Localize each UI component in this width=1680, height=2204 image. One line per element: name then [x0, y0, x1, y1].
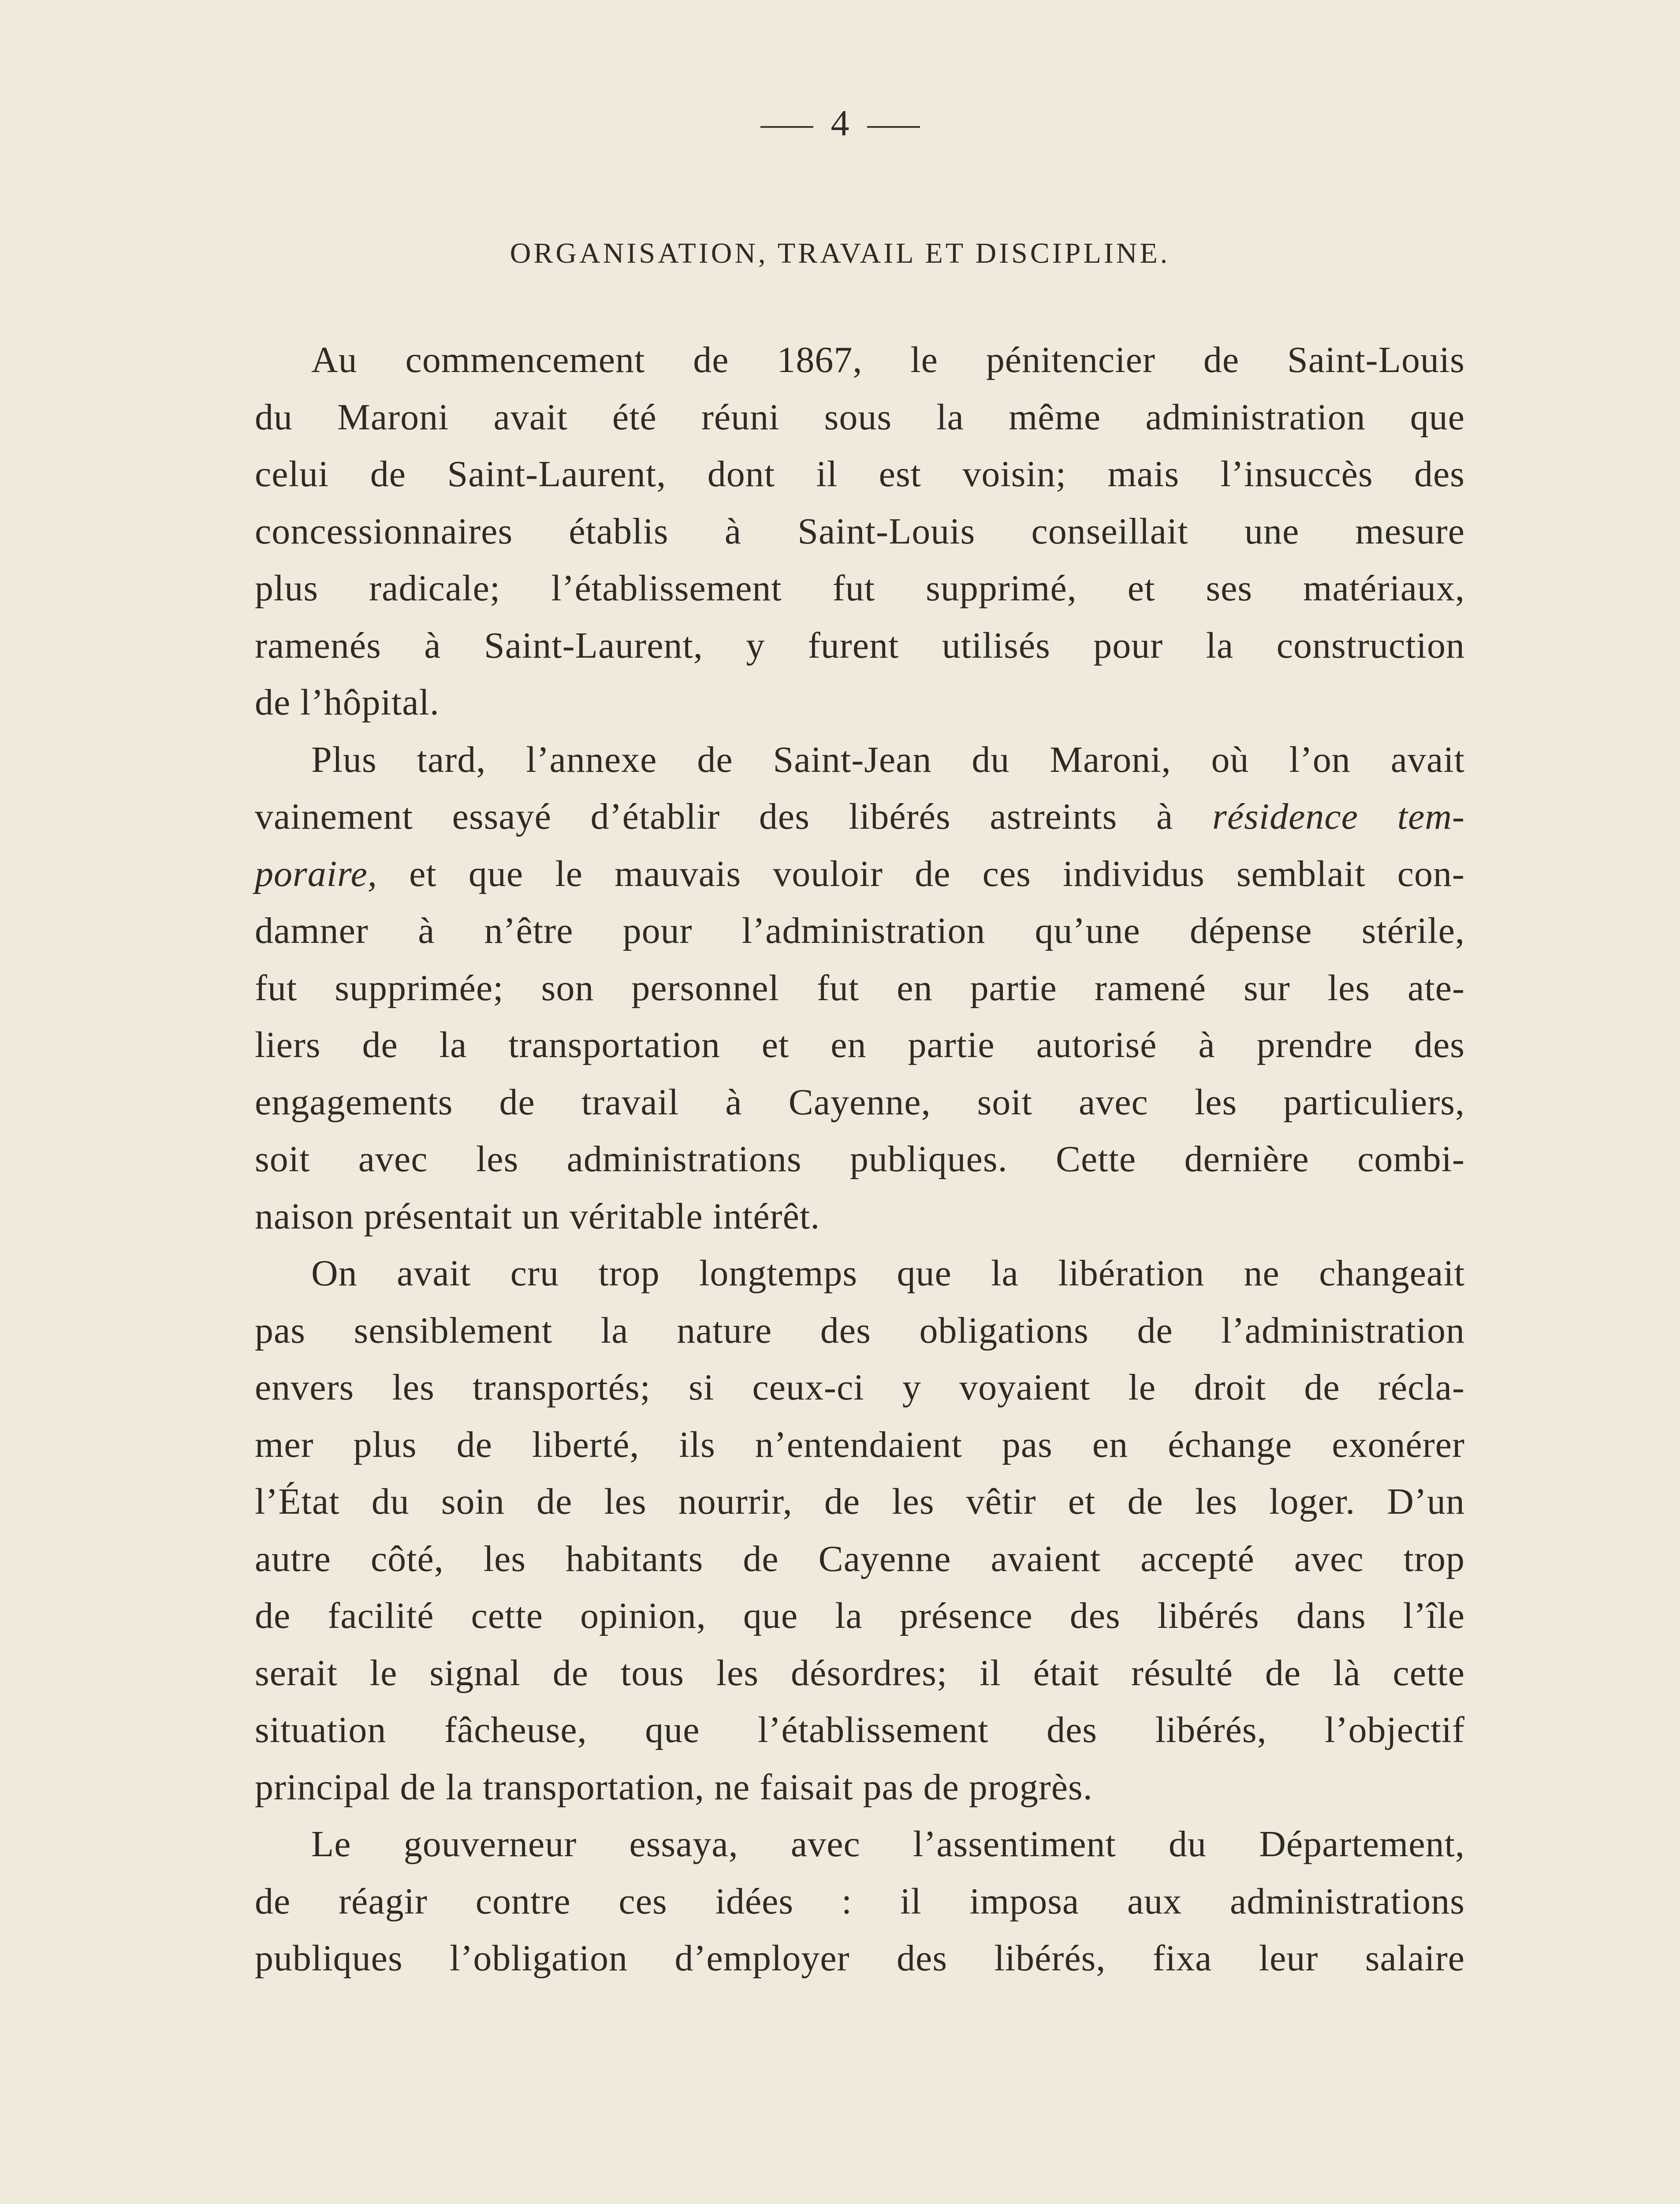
- text-line: naison présentait un véritable intérêt.: [255, 1195, 820, 1237]
- text-line: Au commencement de 1867, le pénitencier de Saint-Louis: [311, 339, 1465, 380]
- text-run: et que le mauvais vouloir de ces individus semblait con-: [409, 853, 1465, 894]
- text-line: liers de la transportation et en partie autorisé à prendre des: [255, 1024, 1465, 1065]
- text-line: damner à n’être pour l’administration qu’une dépense stérile,: [255, 910, 1465, 951]
- text-line: [255, 845, 1465, 903]
- section-heading: ORGANISATION, TRAVAIL ET DISCIPLINE.: [510, 237, 1170, 269]
- text-line: fut supprimée; son personnel fut en partie ramené sur les ate-: [255, 967, 1465, 1009]
- text-line: du Maroni avait été réuni sous la même administration que: [255, 396, 1465, 438]
- page-number-text: 4: [831, 103, 849, 144]
- text-line: Le gouverneur essaya, avec l’assentiment du Département,: [311, 1824, 1465, 1865]
- decorative-dash: [867, 126, 920, 128]
- page-number: [0, 99, 1680, 148]
- text-run: vainement essayé d’établir des libérés astreints à: [255, 796, 1173, 837]
- text-line: de réagir contre ces idées : il imposa aux administrations: [255, 1880, 1465, 1922]
- text-line: serait le signal de tous les désordres; il était résulté de là cette: [255, 1652, 1465, 1694]
- text-line: engagements de travail à Cayenne, soit avec les particuliers,: [255, 1081, 1465, 1123]
- paragraph-1: [255, 331, 1465, 731]
- body-text: [255, 331, 1465, 1987]
- text-line: concessionnaires établis à Saint-Louis conseillait une mesure: [255, 510, 1465, 552]
- text-line: envers les transportés; si ceux-ci y voyaient le droit de récla-: [255, 1367, 1465, 1408]
- text-line: publiques l’obligation d’employer des libérés, fixa leur salaire: [255, 1938, 1465, 1979]
- text-line: situation fâcheuse, que l’établissement des libérés, l’objectif: [255, 1709, 1465, 1750]
- text-line: celui de Saint-Laurent, dont il est voisin; mais l’insuccès des: [255, 454, 1465, 495]
- text-line: soit avec les administrations publiques. Cette dernière combi-: [255, 1139, 1465, 1180]
- paragraph-4: [255, 1816, 1465, 1987]
- text-line: principal de la transportation, ne faisait pas de progrès.: [255, 1766, 1093, 1808]
- text-line: autre côté, les habitants de Cayenne avaient accepté avec trop: [255, 1538, 1465, 1579]
- decorative-dash: [760, 126, 813, 128]
- text-line: On avait cru trop longtemps que la libération ne changeait: [311, 1253, 1465, 1294]
- text-line: mer plus de liberté, ils n’entendaient pas en échange exonérer: [255, 1424, 1465, 1465]
- italic-text: poraire,: [255, 853, 377, 894]
- text-line: pas sensiblement la nature des obligations de l’administration: [255, 1310, 1465, 1351]
- text-line: l’État du soin de les nourrir, de les vêtir et de les loger. D’un: [255, 1481, 1465, 1522]
- text-line: de l’hôpital.: [255, 682, 440, 723]
- text-line: plus radicale; l’établissement fut supprimé, et ses matériaux,: [255, 568, 1465, 609]
- italic-text: résidence tem-: [1212, 796, 1465, 837]
- paragraph-2: [255, 731, 1465, 1245]
- text-line: ramenés à Saint-Laurent, y furent utilisés pour la construction: [255, 625, 1465, 666]
- paragraph-3: [255, 1245, 1465, 1816]
- text-line: Plus tard, l’annexe de Saint-Jean du Maroni, où l’on avait: [311, 739, 1465, 780]
- text-line: de facilité cette opinion, que la présence des libérés dans l’île: [255, 1595, 1465, 1636]
- text-line: [255, 788, 1465, 845]
